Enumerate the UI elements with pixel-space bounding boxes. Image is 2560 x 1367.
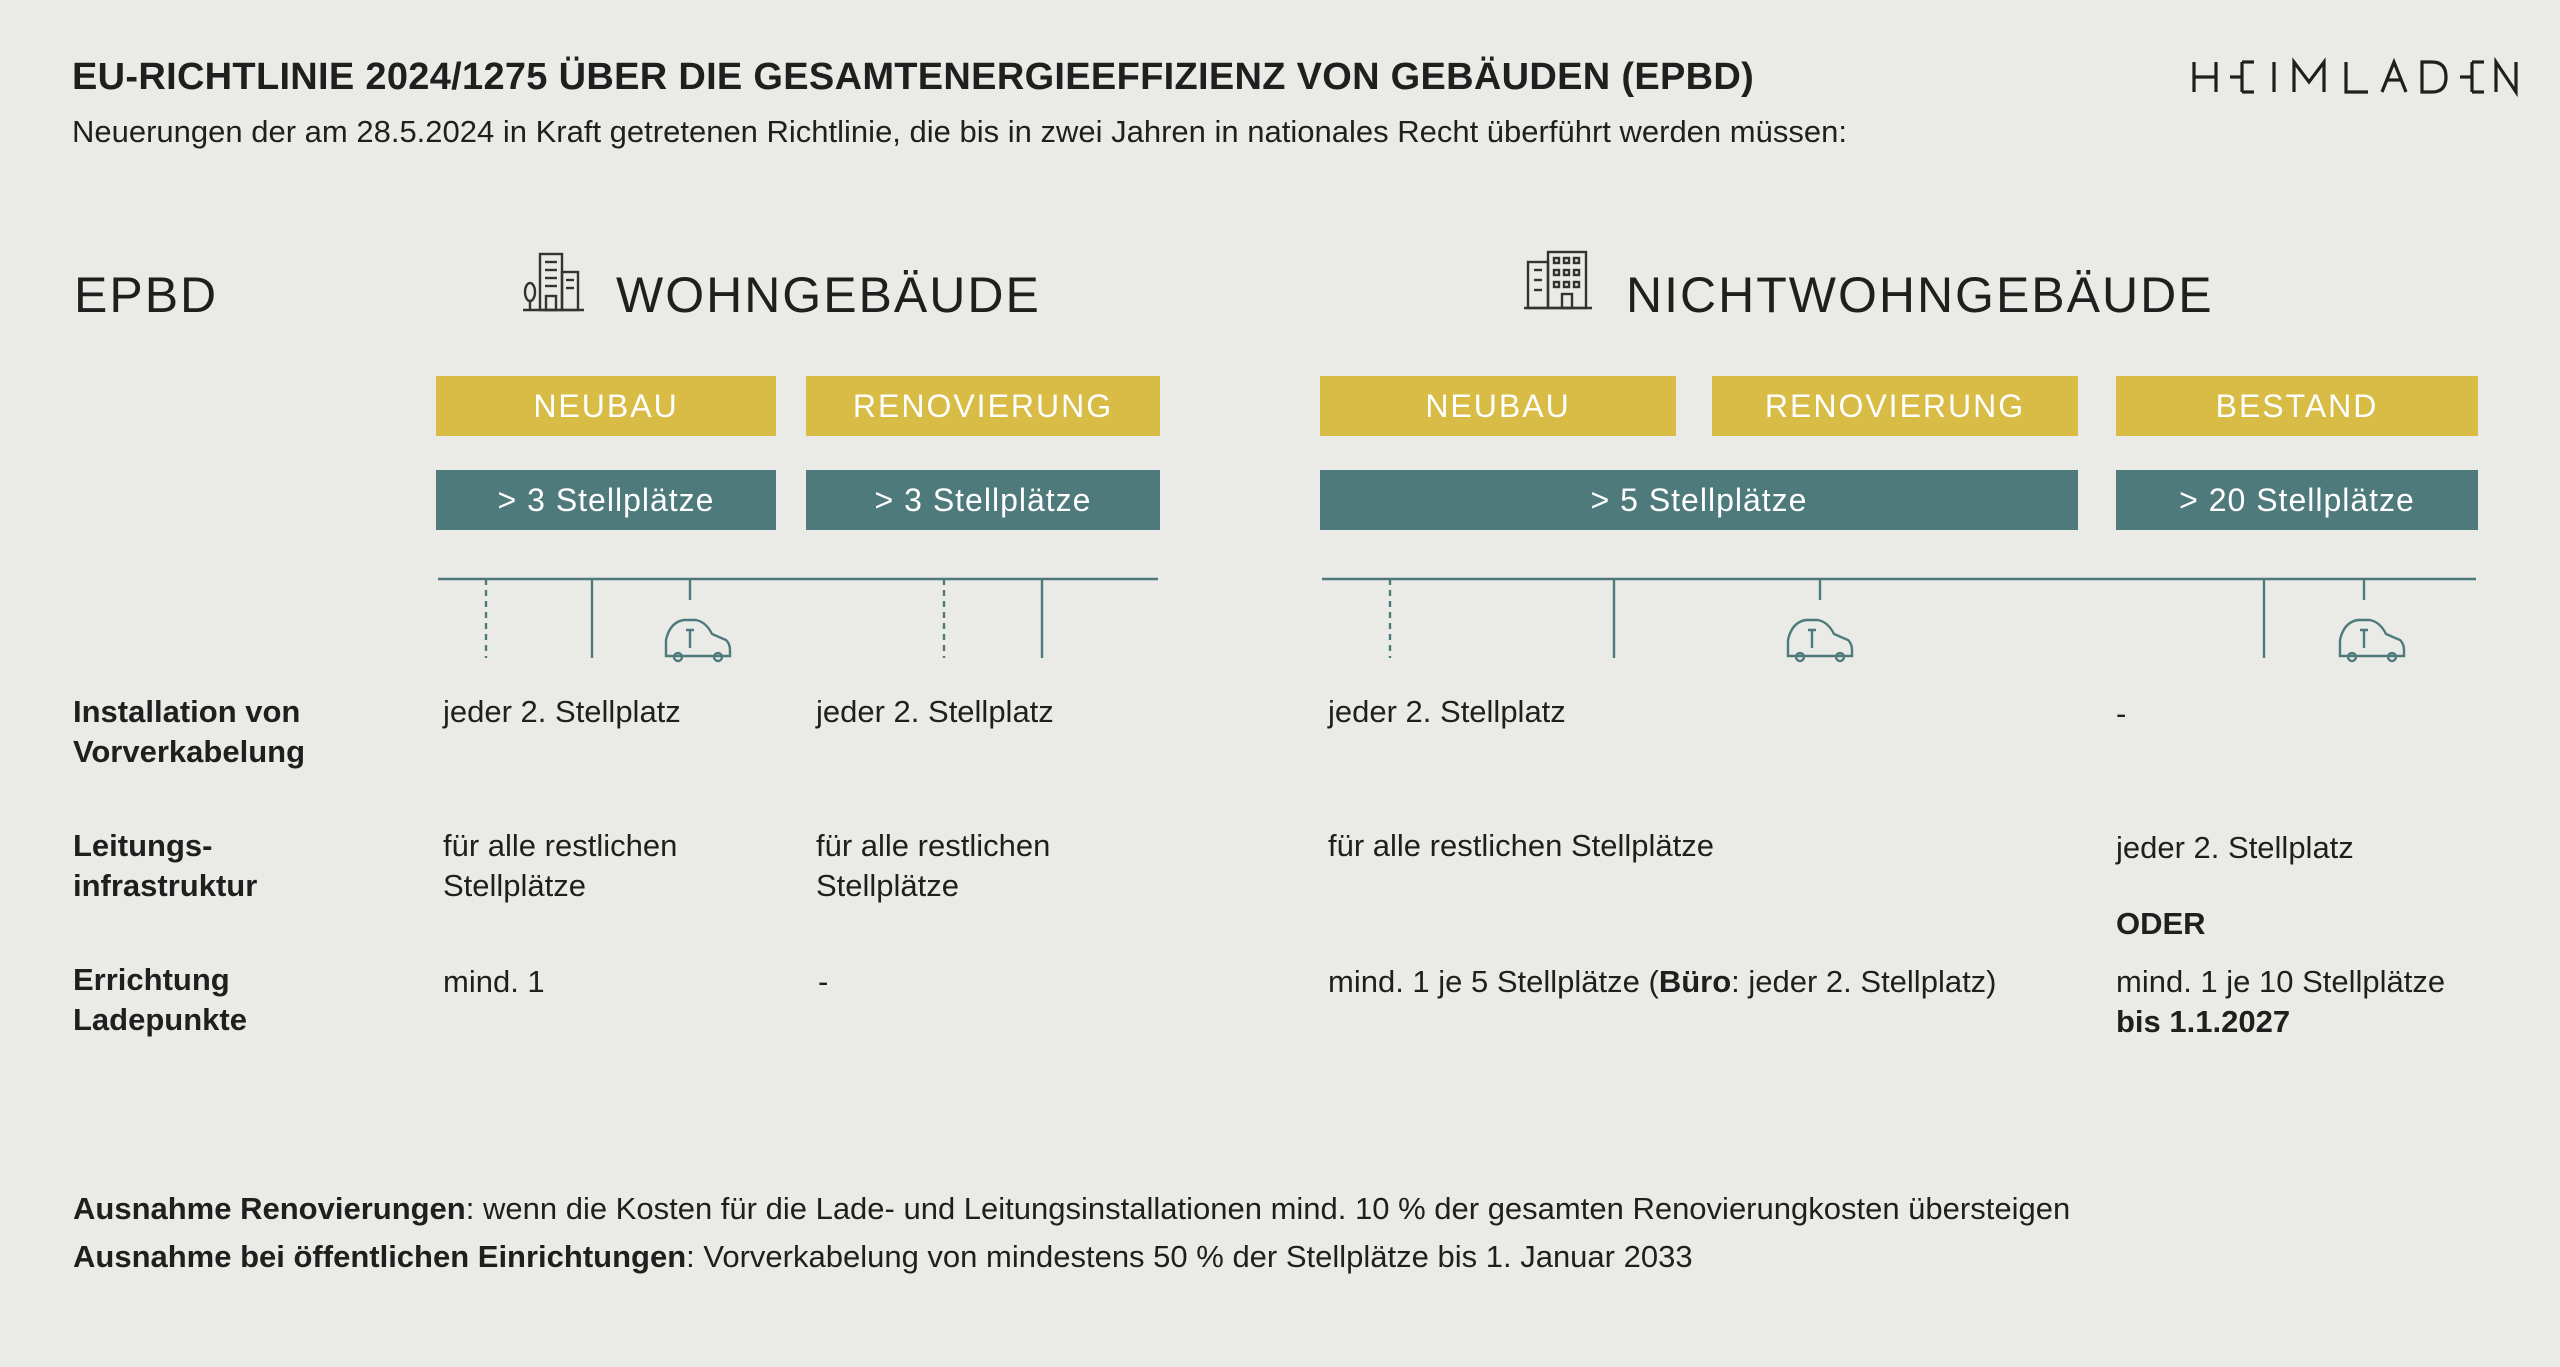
note-public-exception: Ausnahme bei öffentlichen Einrichtungen: Vorverkabelung von mindestens 50 % der Stellplätze bis 1. Januar 2033	[73, 1239, 1693, 1274]
category-non-bestand: BESTAND	[2116, 376, 2478, 436]
ev-car-icon	[1788, 620, 1852, 661]
cell-precabling-res-reno: jeder 2. Stellplatz	[816, 694, 1054, 729]
cell-chargers-non-exist: mind. 1 je 10 Stellplätze bis 1.1.2027	[2116, 964, 2446, 1039]
cell-precabling-non-exist: -	[2116, 696, 2127, 731]
cell-conduit-non: für alle restlichen Stellplätze	[1328, 828, 1714, 863]
note-renovation-exception: Ausnahme Renovierungen: wenn die Kosten für die Lade- und Leitungsinstallationen mind. 10 % der gesamten Renovierungkosten übersteigen	[73, 1191, 2071, 1226]
category-res-renovierung: RENOVIERUNG	[806, 376, 1160, 436]
parking-non-bestand: > 20 Stellplätze	[2116, 470, 2478, 530]
page-subtitle: Neuerungen der am 28.5.2024 in Kraft getretenen Richtlinie, die bis in zwei Jahren in nationales Recht überführt werden müssen:	[72, 114, 1847, 149]
section-residential: WOHNGEBÄUDE	[616, 267, 1041, 323]
cell-precabling-res-new: jeder 2. Stellplatz	[443, 694, 681, 729]
epbd-label: EPBD	[74, 267, 219, 323]
category-non-renovierung: RENOVIERUNG	[1712, 376, 2078, 436]
cell-chargers-res-reno: -	[818, 964, 829, 999]
category-res-neubau: NEUBAU	[436, 376, 776, 436]
parking-res-renovierung: > 3 Stellplätze	[806, 470, 1160, 530]
row-label-conduit: Leitungs- infrastruktur	[73, 828, 258, 903]
or-label: ODER	[2116, 906, 2206, 941]
ev-car-icon	[666, 620, 730, 661]
cell-conduit-res-reno: für alle restlichen Stellplätze	[816, 828, 1051, 903]
ev-car-icon	[2340, 620, 2404, 661]
parking-res-neubau: > 3 Stellplätze	[436, 470, 776, 530]
row-label-precabling: Installation von Vorverkabelung	[73, 694, 306, 769]
category-non-neubau: NEUBAU	[1320, 376, 1676, 436]
cell-chargers-res-new: mind. 1	[443, 964, 545, 999]
cell-conduit-non-exist: jeder 2. Stellplatz	[2116, 830, 2354, 865]
page-title: EU-RICHTLINIE 2024/1275 ÜBER DIE GESAMTENERGIEEFFIZIENZ VON GEBÄUDEN (EPBD)	[72, 56, 1755, 98]
row-label-chargers: Errichtung Ladepunkte	[73, 962, 247, 1037]
cell-precabling-non: jeder 2. Stellplatz	[1328, 694, 1566, 729]
section-nonresidential: NICHTWOHNGEBÄUDE	[1626, 267, 2214, 323]
cell-chargers-non: mind. 1 je 5 Stellplätze (Büro: jeder 2. Stellplatz)	[1328, 964, 1997, 999]
parking-non-neubau-renovierung: > 5 Stellplätze	[1320, 470, 2078, 530]
cell-conduit-res-new: für alle restlichen Stellplätze	[443, 828, 678, 903]
